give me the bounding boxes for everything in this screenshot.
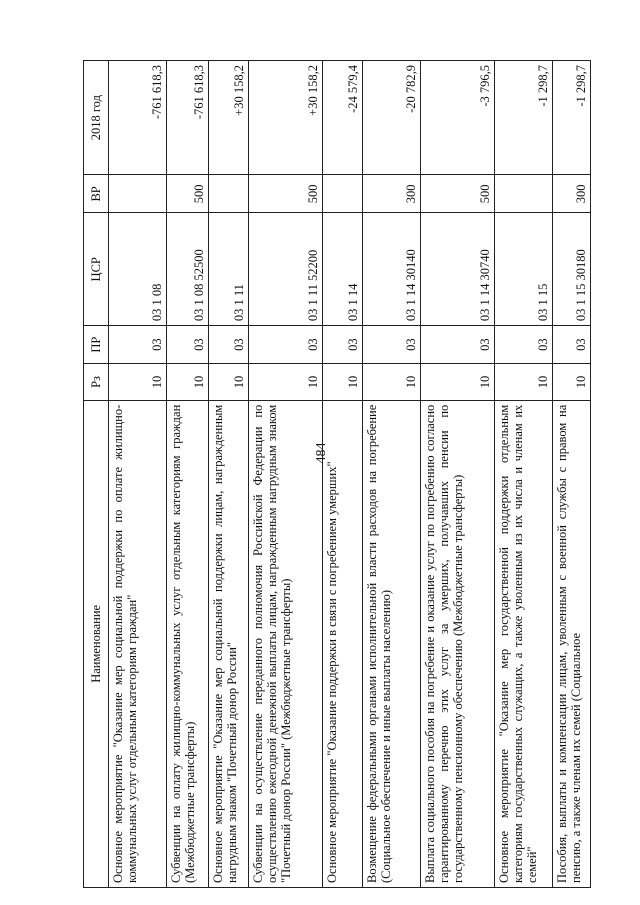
row-rz: 10 [421,364,495,401]
row-pr: 03 [209,326,249,364]
row-amount: -3 796,5 [421,61,495,175]
header-csr: ЦСР [84,213,109,326]
row-pr: 03 [553,326,591,364]
table-row [109,61,167,888]
row-rz: 10 [495,364,553,401]
row-rz: 10 [209,364,249,401]
row-csr: 03 1 11 52200 [249,213,323,326]
row-csr: 03 1 14 30740 [421,213,495,326]
row-vr [323,175,363,213]
table-row [167,61,209,888]
table-row [553,61,591,888]
row-pr: 03 [495,326,553,364]
row-rz: 10 [249,364,323,401]
header-vr: ВР [84,175,109,213]
row-csr: 03 1 08 [109,213,167,326]
table-row [249,61,323,888]
row-pr: 03 [109,326,167,364]
row-vr: 300 [553,175,591,213]
table-row [323,61,363,888]
rotated-budget-table [83,60,603,888]
row-csr: 03 1 08 52500 [167,213,209,326]
row-csr: 03 1 15 [495,213,553,326]
table-row [421,61,495,888]
row-amount: +30 158,2 [209,61,249,175]
row-name: Основное мероприятие "Оказание мер социальной поддержки лицам, награжденным нагрудным знаком "Почетный донор России" [209,400,249,887]
table-row [363,61,421,888]
row-rz: 10 [363,364,421,401]
row-vr: 500 [167,175,209,213]
row-name: Выплата социального пособия на погребение и оказание услуг по погребению согласно гарантированному перечню этих услуг за умерших, получавших пенсии по государственному пенсионному обеспечению (Межбюджетные трансферты) [421,400,495,887]
row-csr: 03 1 14 [323,213,363,326]
row-name: Субвенции на оплату жилищно-коммунальных услуг отдельным категориям граждан (Межбюджетные трансферты) [167,400,209,887]
row-vr: 500 [249,175,323,213]
row-amount: -24 579,4 [323,61,363,175]
table-header-row [84,61,109,888]
row-rz: 10 [167,364,209,401]
row-name: Возмещение федеральными органами исполнительной власти расходов на погребение (Социальное обеспечение и иные выплаты населению) [363,400,421,887]
row-pr: 03 [249,326,323,364]
page-content [83,60,603,888]
page-number: 484 [314,442,329,464]
row-amount: +30 158,2 [249,61,323,175]
header-name: Наименование [84,400,109,887]
header-year: 2018 год [84,61,109,175]
row-name: Основное мероприятие "Оказание поддержки в связи с погребением умерших" [323,400,363,887]
row-rz: 10 [553,364,591,401]
row-amount: -761 618,3 [109,61,167,175]
header-pr: ПР [84,326,109,364]
row-amount: -761 618,3 [167,61,209,175]
row-vr: 300 [363,175,421,213]
row-name: Субвенции на осуществление переданного полномочия Российской Федерации по осуществлению ежегодной денежной выплаты лицам, награжденным нагрудным знаком "Почетный донор России" (Межбюджетные трансферты) [249,400,323,887]
budget-table [83,60,591,888]
table-row [495,61,553,888]
row-csr: 03 1 11 [209,213,249,326]
row-pr: 03 [421,326,495,364]
table-row [209,61,249,888]
row-pr: 03 [167,326,209,364]
row-vr: 500 [421,175,495,213]
row-pr: 03 [363,326,421,364]
row-vr [209,175,249,213]
row-vr [109,175,167,213]
row-pr: 03 [323,326,363,364]
row-name: Основное мероприятие "Оказание мер социальной поддержки по оплате жилищно-коммунальных услуг отдельным категориям граждан" [109,400,167,887]
row-name: Пособия, выплаты и компенсации лицам, уволенным с военной службы с правом на пенсию, а также членам их семей (Социальное [553,400,591,887]
row-csr: 03 1 14 30140 [363,213,421,326]
header-rz: Рз [84,364,109,401]
row-amount: -1 298,7 [495,61,553,175]
row-vr [495,175,553,213]
row-name: Основное мероприятие "Оказание мер государственной поддержки отдельным категориям государственных служащих, а также уволенным из их числа и членам их семей" [495,400,553,887]
row-amount: -20 782,9 [363,61,421,175]
row-amount: -1 298,7 [553,61,591,175]
row-rz: 10 [109,364,167,401]
row-rz: 10 [323,364,363,401]
row-csr: 03 1 15 30180 [553,213,591,326]
